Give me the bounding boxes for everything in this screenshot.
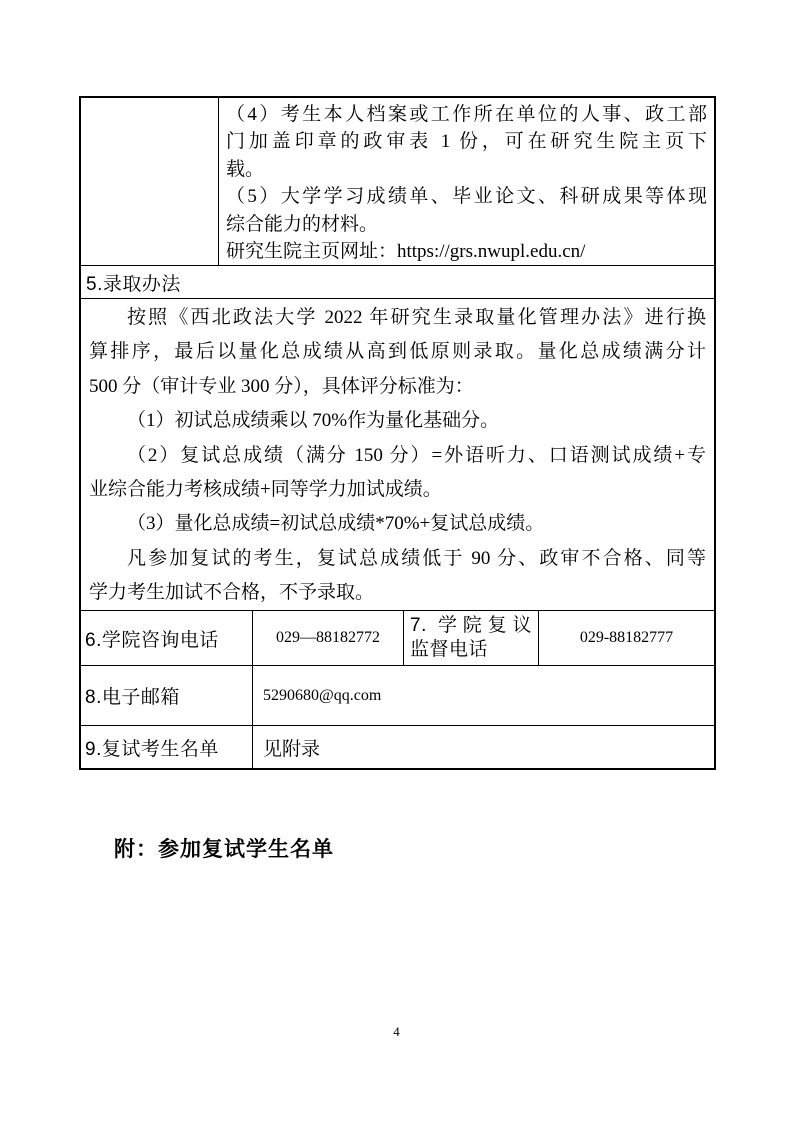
consult-phone-label: 6.学院咨询电话 [81,611,253,665]
materials-list-cell [219,98,714,265]
materials-row-empty-cell [81,98,219,265]
admission-rule-line: 按照《西北政法大学 2022 年研究生录取量化管理办法》进行换 [127,307,706,328]
materials-item-4-line: （4）考生本人档案或工作所在单位的人事、政工部 [226,104,707,125]
disqualification-line: 凡参加复试的考生，复试总成绩低于 90 分、政审不合格、同等 [127,547,706,569]
section5-body-cell [81,299,714,611]
materials-item-5-line: （5）大学学习成绩单、毕业论文、科研成果等体现 [226,186,707,208]
phone-row [81,611,714,666]
scoring-rule-2-line: （2）复试总成绩（满分 150 分）=外语听力、口语测试成绩+专 [127,444,706,466]
admission-rule-line: 算排序，最后以量化总成绩从高到低原则录取。量化总成绩满分计 [89,341,706,363]
consult-phone-value: 029—88182772 [253,611,404,665]
admission-rule-line: 500 分（审计专业 300 分），具体评分标准为： [89,375,474,397]
supervision-phone-label-line2: 监督电话 [410,639,489,660]
supervision-phone-value: 029-88182777 [579,629,674,646]
section5-header-row [81,266,714,299]
candidate-list-row [81,726,714,768]
email-label: 8.电子邮箱 [81,666,253,725]
scoring-rule-1-line: （1）初试总成绩乘以 70%作为量化基础分。 [127,410,500,432]
supervision-phone-label-line1: 7. 学院复议 [410,615,532,636]
admission-info-table [79,96,716,770]
page-number: 4 [393,1024,400,1039]
disqualification-line: 学力考生加试不合格，不予录取。 [89,582,375,604]
grad-school-url-line: 研究生院主页网址：https://grs.nwupl.edu.cn/ [226,241,586,263]
candidate-list-value: 见附录 [263,738,321,760]
email-value: 5290680@qq.com [263,686,382,704]
materials-item-4-line: 门加盖印章的政审表 1 份，可在研究生院主页下 [226,131,707,153]
materials-continuation-row [81,98,714,266]
materials-item-5-line: 综合能力的材料。 [226,213,379,235]
appendix-title: 附：参加复试学生名单 [114,838,334,861]
candidate-list-label: 9.复试考生名单 [81,726,253,768]
scoring-rule-2-line: 业综合能力考核成绩+同等学力加试成绩。 [89,479,442,501]
materials-item-4-line: 载。 [226,158,265,180]
supervision-phone-label [404,611,539,665]
section5-header: 5.录取办法 [86,273,181,295]
scoring-rule-3-line: （3）量化总成绩=初试总成绩*70%+复试总成绩。 [127,513,545,535]
email-row [81,666,714,726]
